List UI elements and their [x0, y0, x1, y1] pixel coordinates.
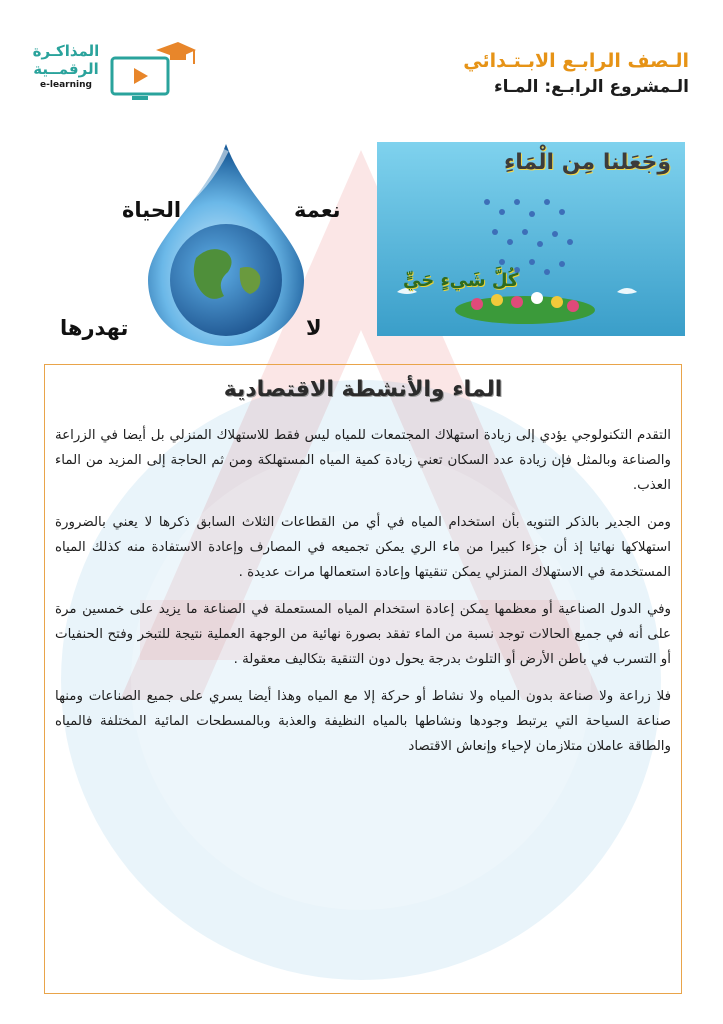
drop-word-no: لا	[306, 316, 322, 340]
rain-banner-image	[377, 142, 685, 336]
logo-line-2: الرقمــية	[33, 60, 99, 78]
water-drop-image	[60, 140, 360, 350]
article-title: الماء والأنشطة الاقتصادية	[223, 377, 503, 402]
monitor-graduation-icon	[108, 38, 198, 106]
drop-word-life: الحياة	[122, 198, 182, 222]
logo	[28, 38, 198, 106]
rain-banner-subtitle: كُلَّ شَيءٍ حَيٍّ	[403, 270, 519, 291]
article-paragraph-4: فلا زراعة ولا صناعة بدون المياه ولا نشاط أو حركة إلا مع المياه وهذا أيضا يسري على جميع الصناعات ومنها صناعة السياحة التي يرتبط وجودها ونشاطها بالمياه النظيفة والعذبة وبالمسطحات المائية المختلفة فالمياه والطاقة عاملان متلازمان لإحياء وإنعاش الاقتصاد	[55, 689, 671, 754]
drop-word-blessing: نعمة	[294, 198, 341, 222]
grade-title: الـصف الرابـع الابـتـدائي	[463, 50, 689, 72]
article-body	[55, 423, 671, 771]
earth-drop-icon	[136, 140, 316, 350]
logo-line-1: المذاكـرة	[32, 42, 100, 60]
article-paragraph-1: التقدم التكنولوجي يؤدي إلى زيادة استهلاك المجتمعات للمياه ليس فقط للاستهلاك المنزلي بل أيضا في الزراعة والصناعة وبالمثل فإن زيادة عدد السكان تعني زيادة كمية المياه المستهلكة ومن ثم الحاجة إلى المزيد من الماء العذب.	[55, 428, 671, 493]
header-titles	[463, 48, 689, 100]
rain-banner-title: وَجَعَلنا مِن الْمَاءِ	[504, 150, 671, 175]
article-paragraph-2: ومن الجدير بالذكر التنويه بأن استخدام المياه في أي من القطاعات الثلاث السابق ذكرها لا يعني بالضرورة استهلاكها نهائيا إذ أن جزءا كبيرا من ماء الري يمكن تجميعه في المصارف وإعادة الاستفادة منه كذلك المياه المستخدمة في الاستهلاك المنزلي يمكن تنقيتها وإعادة استعمالها مرات عديدة .	[55, 515, 671, 580]
article-paragraph-3: وفي الدول الصناعية أو معظمها يمكن إعادة استخدام المياه المستعملة في الصناعة ما يزيد على خمسين مرة على أنه في جميع الحالات توجد نسبة من الماء تفقد بصورة نهائية من الوجهة العملية نتيجة للتبخر وفتح الحنفيات أو التسرب في باطن الأرض أو التلوث بدرجة يحول دون التنقية بتكاليف معقولة .	[55, 602, 671, 667]
logo-text	[28, 42, 104, 92]
project-title: الـمشروع الرابـع: المـاء	[493, 77, 689, 97]
logo-line-3: e-learning	[40, 80, 92, 90]
article-frame	[44, 364, 682, 994]
drop-word-waste: تهدرها	[60, 316, 129, 340]
